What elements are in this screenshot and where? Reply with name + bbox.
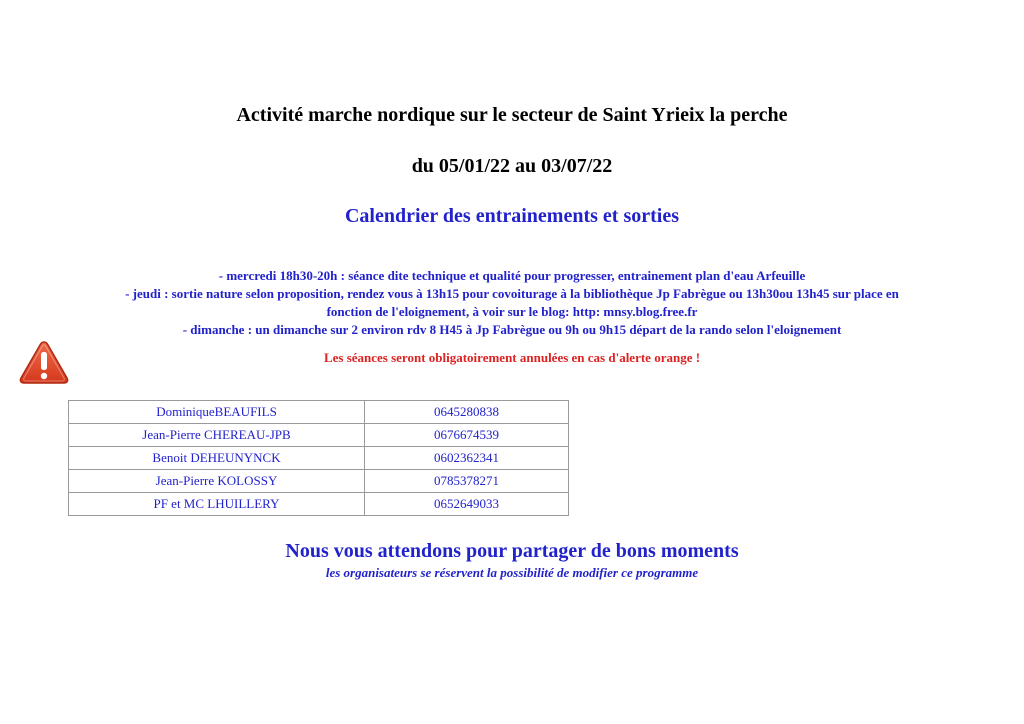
schedule-line-thursday: - jeudi : sortie nature selon proposition, rendez vous à 13h15 pour covoiturage à la bibliothèque Jp Fabrègue ou 13h30ou 13h45 sur place en [125, 286, 899, 301]
table-row [69, 401, 569, 424]
organizers-note: les organisateurs se réservent la possibilité de modifier ce programme [325, 565, 699, 580]
contact-phone: 0676674539 [365, 424, 569, 447]
contact-phone: 0652649033 [365, 493, 569, 516]
contact-name: Jean-Pierre KOLOSSY [69, 470, 365, 493]
contact-name: PF et MC LHUILLERY [69, 493, 365, 516]
contact-phone: 0602362341 [365, 447, 569, 470]
closing-message: Nous vous attendons pour partager de bons moments [285, 540, 739, 562]
schedule-line-thursday-cont: fonction de l'eloignement, à voir sur le blog: http: mnsy.blog.free.fr [326, 304, 698, 319]
contact-phone: 0785378271 [365, 470, 569, 493]
contact-name: Jean-Pierre CHEREAU-JPB [69, 424, 365, 447]
page-title: Activité marche nordique sur le secteur de Saint Yrieix la perche [236, 104, 788, 126]
contacts-table [68, 400, 569, 516]
schedule-line-sunday: - dimanche : un dimanche sur 2 environ rdv 8 H45 à Jp Fabrègue ou 9h ou 9h15 départ de la rando selon l'eloignement [182, 322, 842, 337]
table-row [69, 447, 569, 470]
table-row [69, 424, 569, 447]
table-row [69, 493, 569, 516]
contact-phone: 0645280838 [365, 401, 569, 424]
table-row [69, 470, 569, 493]
contact-name: Benoit DEHEUNYNCK [69, 447, 365, 470]
schedule-line-wednesday: - mercredi 18h30-20h : séance dite technique et qualité pour progresser, entrainement plan d'eau Arfeuille [218, 268, 806, 283]
calendar-subtitle: Calendrier des entrainements et sorties [344, 205, 679, 227]
contact-name: DominiqueBEAUFILS [69, 401, 365, 424]
schedule-block [60, 267, 964, 339]
date-range: du 05/01/22 au 03/07/22 [411, 155, 613, 177]
orange-alert-warning: Les séances seront obligatoirement annulées en cas d'alerte orange ! [323, 350, 701, 365]
